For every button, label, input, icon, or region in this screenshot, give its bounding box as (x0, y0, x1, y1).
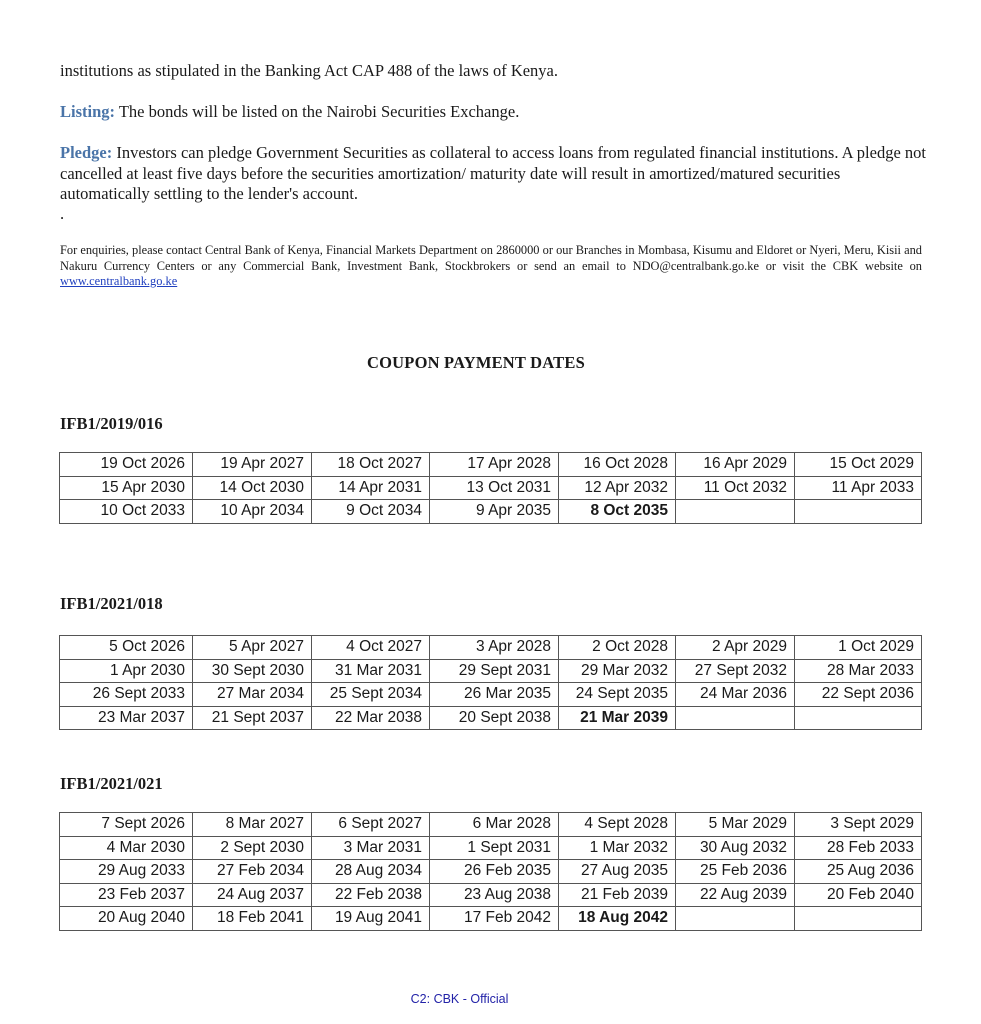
enquiries-text: For enquiries, please contact Central Bank of Kenya, Financial Markets Department on 2860000 or our Branches in Mombasa, Kisumu and Eldoret or Nyeri, Meru, Kisii and Nakuru Currency Centers or any Commercial Bank, Investment Bank, Stockbrokers or send an email to NDO@centralbank.go.ke or visit the CBK website on (60, 243, 922, 273)
coupon-date-cell: 12 Apr 2032 (559, 476, 676, 500)
coupon-date-cell: 1 Oct 2029 (795, 636, 922, 660)
coupon-date-cell: 2 Sept 2030 (193, 836, 312, 860)
coupon-date-cell (676, 500, 795, 524)
coupon-date-cell: 2 Oct 2028 (559, 636, 676, 660)
coupon-date-cell: 20 Aug 2040 (60, 907, 193, 931)
table-row (60, 636, 922, 660)
coupon-date-cell: 27 Mar 2034 (193, 683, 312, 707)
coupon-date-cell: 14 Oct 2030 (193, 476, 312, 500)
table-row (60, 683, 922, 707)
coupon-date-cell: 29 Sept 2031 (430, 659, 559, 683)
coupon-date-cell: 27 Sept 2032 (676, 659, 795, 683)
bond-label-ifb1-2019-016: IFB1/2019/016 (60, 414, 163, 433)
coupon-date-cell: 9 Oct 2034 (312, 500, 430, 524)
coupon-date-cell (676, 907, 795, 931)
final-coupon-date-cell: 18 Aug 2042 (559, 907, 676, 931)
coupon-date-cell: 31 Mar 2031 (312, 659, 430, 683)
table-row (60, 883, 922, 907)
coupon-date-cell: 30 Sept 2030 (193, 659, 312, 683)
coupon-date-cell: 28 Aug 2034 (312, 860, 430, 884)
listing-paragraph (60, 102, 930, 123)
coupon-date-cell: 4 Sept 2028 (559, 813, 676, 837)
coupon-date-cell: 7 Sept 2026 (60, 813, 193, 837)
coupon-heading: COUPON PAYMENT DATES (367, 353, 585, 372)
table-row (60, 453, 922, 477)
coupon-date-cell: 30 Aug 2032 (676, 836, 795, 860)
coupon-date-cell: 29 Aug 2033 (60, 860, 193, 884)
final-coupon-date-cell: 21 Mar 2039 (559, 706, 676, 730)
coupon-date-cell: 28 Feb 2033 (795, 836, 922, 860)
listing-text: The bonds will be listed on the Nairobi Securities Exchange. (115, 102, 520, 121)
coupon-date-cell: 28 Mar 2033 (795, 659, 922, 683)
coupon-date-cell: 14 Apr 2031 (312, 476, 430, 500)
coupon-date-cell: 24 Aug 2037 (193, 883, 312, 907)
coupon-date-cell: 23 Feb 2037 (60, 883, 193, 907)
table-row (60, 659, 922, 683)
coupon-date-cell: 19 Oct 2026 (60, 453, 193, 477)
coupon-date-cell (795, 907, 922, 931)
coupon-date-cell: 10 Oct 2033 (60, 500, 193, 524)
coupon-date-cell: 25 Aug 2036 (795, 860, 922, 884)
coupon-date-cell: 5 Oct 2026 (60, 636, 193, 660)
table-row (60, 500, 922, 524)
coupon-date-cell: 22 Feb 2038 (312, 883, 430, 907)
coupon-date-cell: 24 Mar 2036 (676, 683, 795, 707)
coupon-date-cell: 18 Feb 2041 (193, 907, 312, 931)
final-coupon-date-cell: 8 Oct 2035 (559, 500, 676, 524)
coupon-date-cell: 1 Apr 2030 (60, 659, 193, 683)
pledge-paragraph (60, 143, 930, 205)
intro-line (60, 61, 930, 82)
coupon-date-cell: 26 Sept 2033 (60, 683, 193, 707)
coupon-date-cell: 27 Aug 2035 (559, 860, 676, 884)
table-row (60, 860, 922, 884)
coupon-date-cell: 25 Sept 2034 (312, 683, 430, 707)
coupon-table-ifb1-2021-021 (59, 812, 922, 931)
table-row (60, 706, 922, 730)
coupon-date-cell: 17 Feb 2042 (430, 907, 559, 931)
coupon-date-cell: 5 Apr 2027 (193, 636, 312, 660)
coupon-date-cell: 26 Mar 2035 (430, 683, 559, 707)
coupon-date-cell (795, 706, 922, 730)
coupon-date-cell: 17 Apr 2028 (430, 453, 559, 477)
coupon-table-ifb1-2021-018 (59, 635, 922, 730)
coupon-date-cell: 3 Mar 2031 (312, 836, 430, 860)
coupon-date-cell: 13 Oct 2031 (430, 476, 559, 500)
coupon-date-cell: 22 Mar 2038 (312, 706, 430, 730)
coupon-date-cell: 29 Mar 2032 (559, 659, 676, 683)
table-row (60, 476, 922, 500)
bond-label-ifb1-2021-018: IFB1/2021/018 (60, 594, 163, 613)
coupon-date-cell: 5 Mar 2029 (676, 813, 795, 837)
coupon-date-cell: 23 Aug 2038 (430, 883, 559, 907)
coupon-date-cell: 19 Apr 2027 (193, 453, 312, 477)
website-link[interactable]: www.centralbank.go.ke (60, 274, 178, 288)
coupon-date-cell: 2 Apr 2029 (676, 636, 795, 660)
table-row (60, 907, 922, 931)
coupon-date-cell: 21 Sept 2037 (193, 706, 312, 730)
listing-label: Listing: (60, 102, 116, 121)
bond-label-ifb1-2021-021: IFB1/2021/021 (60, 774, 163, 793)
coupon-date-cell: 23 Mar 2037 (60, 706, 193, 730)
coupon-date-cell: 3 Sept 2029 (795, 813, 922, 837)
coupon-date-cell: 8 Mar 2027 (193, 813, 312, 837)
coupon-date-cell: 24 Sept 2035 (559, 683, 676, 707)
pledge-text: Investors can pledge Government Securities as collateral to access loans from regulated financial institutions. A pledge not cancelled at least five days before the securities amortization/ maturity date will result in amortized/matured securities automatically settling to the lender's account. (60, 143, 926, 203)
enquiries-paragraph (60, 243, 922, 290)
coupon-date-cell: 15 Apr 2030 (60, 476, 193, 500)
coupon-date-cell: 22 Aug 2039 (676, 883, 795, 907)
coupon-table-ifb1-2019-016 (59, 452, 922, 524)
coupon-date-cell (676, 706, 795, 730)
coupon-date-cell: 10 Apr 2034 (193, 500, 312, 524)
coupon-date-cell (795, 500, 922, 524)
coupon-date-cell: 4 Oct 2027 (312, 636, 430, 660)
coupon-date-cell: 25 Feb 2036 (676, 860, 795, 884)
coupon-date-cell: 26 Feb 2035 (430, 860, 559, 884)
pledge-label: Pledge: (60, 143, 113, 162)
stray-dot: . (60, 204, 65, 223)
table-row (60, 813, 922, 837)
classification-footer: C2: CBK - Official (410, 992, 509, 1006)
coupon-date-cell: 1 Sept 2031 (430, 836, 559, 860)
coupon-date-cell: 19 Aug 2041 (312, 907, 430, 931)
coupon-date-cell: 15 Oct 2029 (795, 453, 922, 477)
coupon-date-cell: 6 Mar 2028 (430, 813, 559, 837)
coupon-date-cell: 16 Apr 2029 (676, 453, 795, 477)
coupon-date-cell: 6 Sept 2027 (312, 813, 430, 837)
coupon-date-cell: 11 Oct 2032 (676, 476, 795, 500)
intro-text: institutions as stipulated in the Banking Act CAP 488 of the laws of Kenya. (60, 61, 559, 80)
coupon-date-cell: 16 Oct 2028 (559, 453, 676, 477)
coupon-date-cell: 9 Apr 2035 (430, 500, 559, 524)
coupon-date-cell: 22 Sept 2036 (795, 683, 922, 707)
coupon-date-cell: 20 Sept 2038 (430, 706, 559, 730)
coupon-date-cell: 11 Apr 2033 (795, 476, 922, 500)
coupon-date-cell: 18 Oct 2027 (312, 453, 430, 477)
coupon-date-cell: 27 Feb 2034 (193, 860, 312, 884)
coupon-date-cell: 1 Mar 2032 (559, 836, 676, 860)
coupon-date-cell: 4 Mar 2030 (60, 836, 193, 860)
coupon-date-cell: 20 Feb 2040 (795, 883, 922, 907)
coupon-date-cell: 3 Apr 2028 (430, 636, 559, 660)
table-row (60, 836, 922, 860)
coupon-date-cell: 21 Feb 2039 (559, 883, 676, 907)
